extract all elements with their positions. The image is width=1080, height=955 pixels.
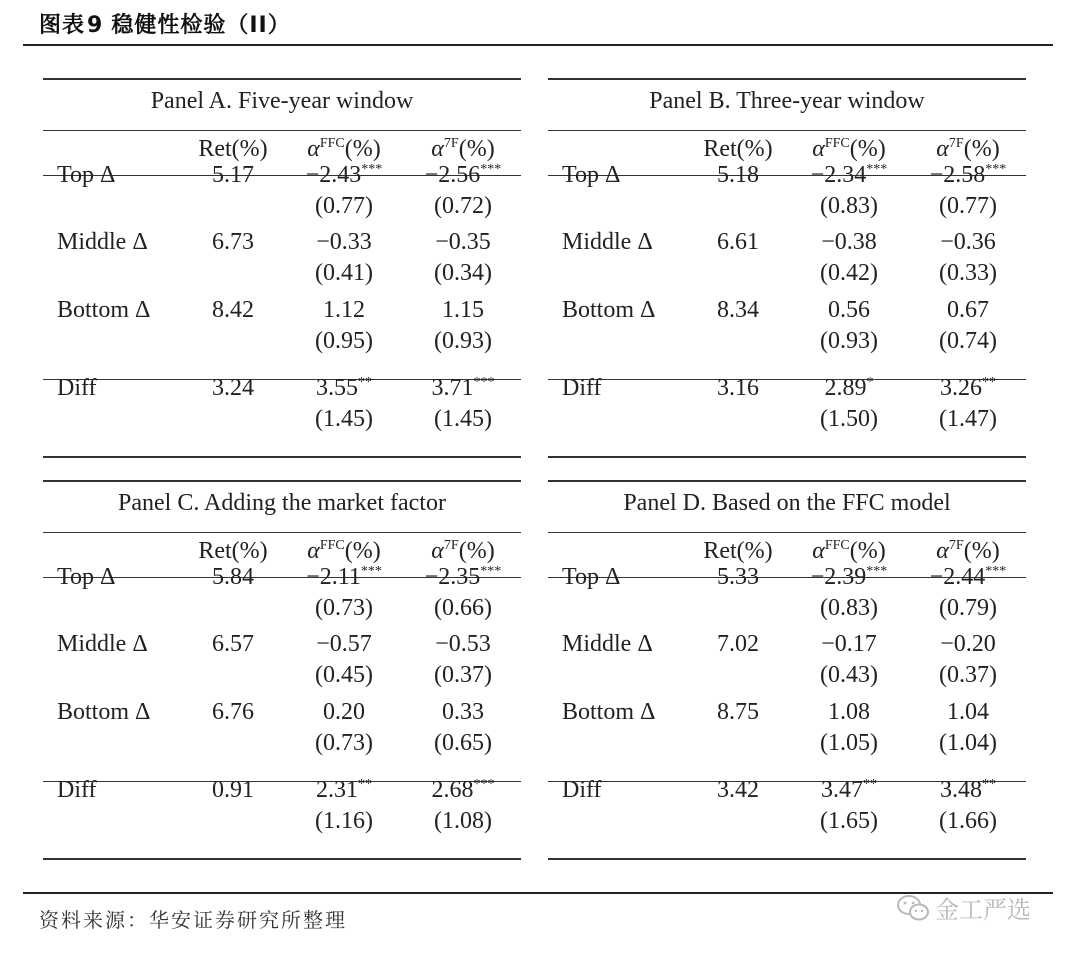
panel-b bbox=[548, 78, 1026, 458]
alpha-ffc-value bbox=[800, 631, 898, 658]
row-label: Top Δ bbox=[57, 564, 116, 590]
column-header-alpha-ffc bbox=[295, 538, 393, 565]
alpha-7f-value bbox=[918, 297, 1018, 324]
ret-value: 5.84 bbox=[212, 564, 254, 590]
table-rule bbox=[43, 480, 521, 482]
column-header-alpha-7f bbox=[413, 538, 513, 565]
alpha-7f-value bbox=[413, 631, 513, 658]
coefficient: −0.53 bbox=[435, 631, 491, 657]
pct-suffix: (%) bbox=[963, 538, 1000, 564]
alpha-ffc-std-error: (1.65) bbox=[820, 808, 878, 834]
watermark-text: 金工严选 bbox=[935, 896, 1031, 924]
significance-stars: *** bbox=[866, 162, 888, 177]
alpha-ffc-std-error: (0.45) bbox=[315, 662, 373, 688]
significance-stars: *** bbox=[473, 777, 495, 792]
alpha-superscript: 7F bbox=[948, 136, 964, 151]
alpha-7f-std-error: (0.77) bbox=[939, 193, 997, 219]
panel-d bbox=[548, 480, 1026, 860]
table-rule bbox=[43, 130, 521, 131]
coefficient: 0.33 bbox=[442, 699, 484, 725]
significance-stars: *** bbox=[360, 564, 382, 579]
ret-value: 8.75 bbox=[717, 699, 759, 725]
ret-value: 8.34 bbox=[717, 297, 759, 323]
watermark bbox=[895, 890, 1031, 925]
alpha-symbol: α bbox=[812, 538, 825, 564]
significance-stars: *** bbox=[473, 375, 495, 390]
alpha-7f-value bbox=[413, 297, 513, 324]
alpha-7f-std-error: (1.47) bbox=[939, 406, 997, 432]
table-rule bbox=[43, 858, 521, 860]
alpha-ffc-std-error: (0.83) bbox=[820, 595, 878, 621]
row-label: Middle Δ bbox=[562, 229, 653, 255]
alpha-7f-value bbox=[918, 777, 1018, 804]
table-rule bbox=[43, 78, 521, 80]
alpha-ffc-value bbox=[800, 375, 898, 402]
alpha-superscript: FFC bbox=[319, 538, 345, 553]
alpha-ffc-value bbox=[295, 297, 393, 324]
table-rule bbox=[548, 78, 1026, 80]
table-rule bbox=[43, 456, 521, 458]
alpha-superscript: 7F bbox=[443, 136, 459, 151]
alpha-7f-value bbox=[918, 564, 1018, 591]
figure-title bbox=[39, 8, 291, 39]
column-header-alpha-ffc bbox=[800, 136, 898, 163]
alpha-7f-value bbox=[413, 564, 513, 591]
significance-stars: ** bbox=[863, 777, 877, 792]
figure-number: 9 bbox=[87, 13, 104, 38]
row-label: Middle Δ bbox=[57, 631, 148, 657]
pct-suffix: (%) bbox=[458, 538, 495, 564]
alpha-7f-std-error: (0.93) bbox=[434, 328, 492, 354]
column-header-ret: Ret(%) bbox=[703, 136, 773, 162]
coefficient: −2.43 bbox=[305, 162, 362, 188]
alpha-superscript: FFC bbox=[824, 136, 850, 151]
alpha-ffc-std-error: (0.43) bbox=[820, 662, 878, 688]
ret-value: 5.18 bbox=[717, 162, 759, 188]
coefficient: 1.04 bbox=[947, 699, 989, 725]
alpha-7f-value bbox=[413, 162, 513, 189]
ret-value: 6.61 bbox=[717, 229, 759, 255]
coefficient: −2.11 bbox=[306, 564, 361, 590]
coefficient: −2.39 bbox=[810, 564, 867, 590]
significance-stars: ** bbox=[358, 777, 372, 792]
column-header-alpha-7f bbox=[918, 136, 1018, 163]
panel-title: Panel B. Three-year window bbox=[649, 88, 925, 114]
significance-stars: ** bbox=[982, 777, 996, 792]
alpha-ffc-std-error: (0.73) bbox=[315, 730, 373, 756]
coefficient: −0.33 bbox=[316, 229, 372, 255]
alpha-7f-value bbox=[918, 699, 1018, 726]
source-note: 资料来源：华安证券研究所整理 bbox=[39, 908, 347, 932]
row-label: Bottom Δ bbox=[562, 699, 656, 725]
alpha-superscript: 7F bbox=[443, 538, 459, 553]
coefficient: 1.08 bbox=[828, 699, 870, 725]
ret-value: 3.24 bbox=[212, 375, 254, 401]
table-rule bbox=[548, 480, 1026, 482]
row-label: Diff bbox=[57, 375, 97, 401]
alpha-ffc-std-error: (1.16) bbox=[315, 808, 373, 834]
alpha-superscript: 7F bbox=[948, 538, 964, 553]
alpha-7f-std-error: (0.79) bbox=[939, 595, 997, 621]
pct-suffix: (%) bbox=[344, 136, 381, 162]
ret-value: 6.73 bbox=[212, 229, 254, 255]
figure-title-text: 稳健性检验（II） bbox=[111, 13, 291, 38]
row-label: Top Δ bbox=[562, 564, 621, 590]
ret-value: 3.16 bbox=[717, 375, 759, 401]
coefficient: −2.58 bbox=[929, 162, 986, 188]
alpha-superscript: FFC bbox=[319, 136, 345, 151]
row-label: Diff bbox=[562, 777, 602, 803]
coefficient: −0.20 bbox=[940, 631, 996, 657]
significance-stars: *** bbox=[480, 564, 502, 579]
alpha-symbol: α bbox=[307, 136, 320, 162]
alpha-7f-value bbox=[918, 631, 1018, 658]
alpha-7f-std-error: (0.74) bbox=[939, 328, 997, 354]
coefficient: 2.89 bbox=[824, 375, 867, 401]
table-rule bbox=[548, 130, 1026, 131]
coefficient: 2.68 bbox=[431, 777, 474, 803]
table-rule bbox=[43, 532, 521, 533]
alpha-ffc-std-error: (0.77) bbox=[315, 193, 373, 219]
coefficient: −0.35 bbox=[435, 229, 491, 255]
coefficient: 0.67 bbox=[947, 297, 989, 323]
alpha-7f-std-error: (0.37) bbox=[939, 662, 997, 688]
row-label: Bottom Δ bbox=[57, 699, 151, 725]
row-label: Top Δ bbox=[562, 162, 621, 188]
column-header-alpha-ffc bbox=[800, 538, 898, 565]
figure-title-prefix: 图表 bbox=[39, 13, 86, 38]
significance-stars: ** bbox=[358, 375, 372, 390]
coefficient: 3.26 bbox=[940, 375, 982, 401]
alpha-7f-std-error: (0.72) bbox=[434, 193, 492, 219]
coefficient: −0.17 bbox=[821, 631, 877, 657]
column-header-alpha-7f bbox=[413, 136, 513, 163]
alpha-symbol: α bbox=[431, 538, 444, 564]
panel-title: Panel D. Based on the FFC model bbox=[623, 490, 951, 516]
coefficient: −0.38 bbox=[821, 229, 877, 255]
pct-suffix: (%) bbox=[458, 136, 495, 162]
column-header-ret: Ret(%) bbox=[703, 538, 773, 564]
alpha-ffc-value bbox=[295, 229, 393, 256]
row-label: Middle Δ bbox=[57, 229, 148, 255]
coefficient: 3.47 bbox=[821, 777, 863, 803]
coefficient: 3.55 bbox=[316, 375, 358, 401]
alpha-superscript: FFC bbox=[824, 538, 850, 553]
row-label: Top Δ bbox=[57, 162, 116, 188]
panel-title: Panel C. Adding the market factor bbox=[118, 490, 446, 516]
significance-stars: *** bbox=[985, 564, 1007, 579]
alpha-7f-std-error: (0.65) bbox=[434, 730, 492, 756]
alpha-ffc-value bbox=[295, 631, 393, 658]
alpha-symbol: α bbox=[812, 136, 825, 162]
alpha-ffc-value bbox=[800, 564, 898, 591]
coefficient: 1.12 bbox=[323, 297, 365, 323]
row-label: Diff bbox=[562, 375, 602, 401]
coefficient: −2.44 bbox=[929, 564, 986, 590]
coefficient: −2.35 bbox=[424, 564, 481, 590]
column-header-ret: Ret(%) bbox=[198, 136, 268, 162]
column-header-alpha-ffc bbox=[295, 136, 393, 163]
alpha-ffc-std-error: (0.93) bbox=[820, 328, 878, 354]
coefficient: −0.36 bbox=[940, 229, 996, 255]
alpha-7f-std-error: (0.66) bbox=[434, 595, 492, 621]
alpha-7f-std-error: (1.04) bbox=[939, 730, 997, 756]
column-header-ret: Ret(%) bbox=[198, 538, 268, 564]
significance-stars: ** bbox=[982, 375, 996, 390]
ret-value: 7.02 bbox=[717, 631, 759, 657]
ret-value: 5.33 bbox=[717, 564, 759, 590]
alpha-7f-value bbox=[413, 699, 513, 726]
alpha-7f-std-error: (0.34) bbox=[434, 260, 492, 286]
panel-title: Panel A. Five-year window bbox=[150, 88, 414, 114]
significance-stars: *** bbox=[866, 564, 888, 579]
panel-c bbox=[43, 480, 521, 860]
table-rule bbox=[548, 532, 1026, 533]
alpha-ffc-std-error: (1.05) bbox=[820, 730, 878, 756]
coefficient: −2.56 bbox=[424, 162, 481, 188]
panel-a bbox=[43, 78, 521, 458]
alpha-7f-value bbox=[413, 777, 513, 804]
pct-suffix: (%) bbox=[849, 538, 886, 564]
alpha-ffc-std-error: (0.41) bbox=[315, 260, 373, 286]
coefficient: −2.34 bbox=[810, 162, 867, 188]
alpha-ffc-std-error: (0.73) bbox=[315, 595, 373, 621]
alpha-symbol: α bbox=[307, 538, 320, 564]
wechat-icon bbox=[895, 893, 931, 923]
alpha-ffc-value bbox=[800, 699, 898, 726]
row-label: Diff bbox=[57, 777, 97, 803]
alpha-ffc-value bbox=[800, 229, 898, 256]
coefficient: 1.15 bbox=[442, 297, 484, 323]
alpha-7f-std-error: (1.08) bbox=[434, 808, 492, 834]
alpha-symbol: α bbox=[936, 538, 949, 564]
alpha-ffc-value bbox=[800, 162, 898, 189]
alpha-symbol: α bbox=[936, 136, 949, 162]
coefficient: 2.31 bbox=[316, 777, 358, 803]
row-label: Middle Δ bbox=[562, 631, 653, 657]
alpha-ffc-value bbox=[800, 777, 898, 804]
coefficient: 3.48 bbox=[940, 777, 982, 803]
alpha-7f-std-error: (0.33) bbox=[939, 260, 997, 286]
coefficient: 0.20 bbox=[323, 699, 365, 725]
alpha-ffc-std-error: (0.83) bbox=[820, 193, 878, 219]
row-label: Bottom Δ bbox=[562, 297, 656, 323]
alpha-ffc-std-error: (0.95) bbox=[315, 328, 373, 354]
alpha-7f-std-error: (1.45) bbox=[434, 406, 492, 432]
row-label: Bottom Δ bbox=[57, 297, 151, 323]
alpha-7f-std-error: (1.66) bbox=[939, 808, 997, 834]
ret-value: 5.17 bbox=[212, 162, 254, 188]
alpha-ffc-std-error: (0.42) bbox=[820, 260, 878, 286]
alpha-7f-std-error: (0.37) bbox=[434, 662, 492, 688]
alpha-ffc-value bbox=[295, 162, 393, 189]
ret-value: 0.91 bbox=[212, 777, 254, 803]
alpha-7f-value bbox=[918, 229, 1018, 256]
ret-value: 6.57 bbox=[212, 631, 254, 657]
coefficient: −0.57 bbox=[316, 631, 372, 657]
ret-value: 8.42 bbox=[212, 297, 254, 323]
alpha-ffc-std-error: (1.45) bbox=[315, 406, 373, 432]
alpha-ffc-std-error: (1.50) bbox=[820, 406, 878, 432]
ret-value: 6.76 bbox=[212, 699, 254, 725]
pct-suffix: (%) bbox=[344, 538, 381, 564]
alpha-symbol: α bbox=[431, 136, 444, 162]
coefficient: 3.71 bbox=[431, 375, 474, 401]
pct-suffix: (%) bbox=[849, 136, 886, 162]
ret-value: 3.42 bbox=[717, 777, 759, 803]
alpha-ffc-value bbox=[800, 297, 898, 324]
alpha-7f-value bbox=[413, 229, 513, 256]
title-rule bbox=[23, 44, 1053, 46]
significance-stars: *** bbox=[361, 162, 383, 177]
column-header-alpha-7f bbox=[918, 538, 1018, 565]
significance-stars: *** bbox=[480, 162, 502, 177]
alpha-ffc-value bbox=[295, 699, 393, 726]
significance-stars: * bbox=[866, 375, 874, 390]
pct-suffix: (%) bbox=[963, 136, 1000, 162]
alpha-ffc-value bbox=[295, 375, 393, 402]
significance-stars: *** bbox=[985, 162, 1007, 177]
alpha-7f-value bbox=[918, 375, 1018, 402]
table-rule bbox=[548, 858, 1026, 860]
alpha-ffc-value bbox=[295, 564, 393, 591]
alpha-7f-value bbox=[413, 375, 513, 402]
alpha-7f-value bbox=[918, 162, 1018, 189]
alpha-ffc-value bbox=[295, 777, 393, 804]
coefficient: 0.56 bbox=[828, 297, 870, 323]
table-rule bbox=[548, 456, 1026, 458]
